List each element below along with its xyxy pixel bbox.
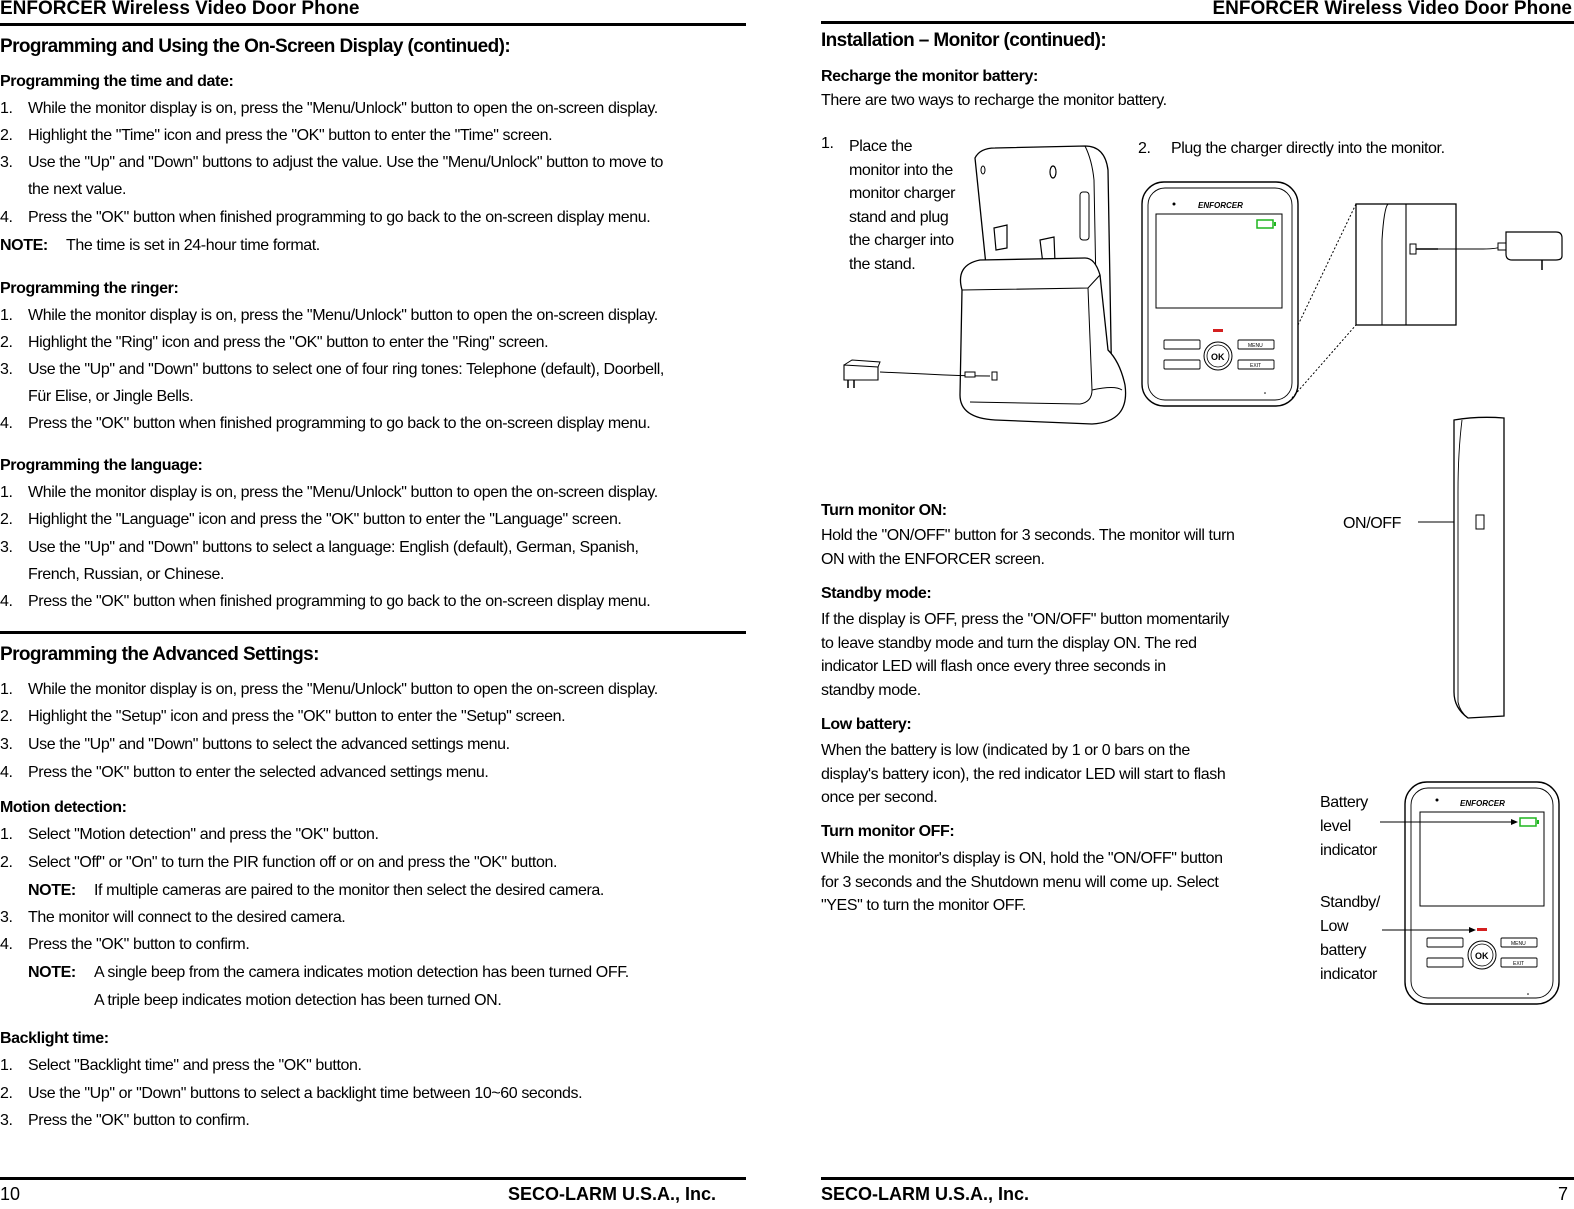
on-off-label: ON/OFF [1343,515,1402,532]
time-step-2: 2. Highlight the "Time" icon and press the "OK" button to enter the "Time" screen. [0,127,553,144]
advanced-step-2: 2. Highlight the "Setup" icon and press the "OK" button to enter the "Setup" screen. [0,708,566,725]
low-battery-heading: Low battery: [821,716,912,733]
language-step-3-cont: French, Russian, or Chinese. [28,566,225,583]
option-1-text: Place the monitor into the monitor charger stand and plug the charger into the stand. [849,138,956,273]
on-off-button [1476,515,1484,529]
language-step-3: 3. Use the "Up" and "Down" buttons to select a language: English (default), German, Spanish, [0,539,639,556]
standby-indicator-label: Standby/ Low battery indicator [1320,894,1380,983]
motion-step-4: 4. Press the "OK" button to confirm. [0,936,250,953]
time-heading: Programming the time and date: [0,73,234,90]
motion-step-1: 1. Select "Motion detection" and press the "OK" button. [0,826,379,843]
left-footer-company: SECO-LARM U.S.A., Inc. [508,1184,717,1204]
option-1-number: 1. [821,135,834,152]
backlight-step-1: 1. Select "Backlight time" and press the "OK" button. [0,1057,362,1074]
right-page-header: ENFORCER Wireless Video Door Phone [1212,0,1572,19]
ringer-step-3: 3. Use the "Up" and "Down" buttons to select one of four ring tones: Telephone (default), Doorbell, [0,361,664,378]
time-step-3: 3. Use the "Up" and "Down" buttons to adjust the value. Use the "Menu/Unlock" button to move to [0,154,663,171]
left-footer-rule [0,1177,746,1180]
right-footer-company: SECO-LARM U.S.A., Inc. [821,1184,1030,1204]
language-step-1: 1. While the monitor display is on, press the "Menu/Unlock" button to open the on-screen display. [0,484,658,501]
left-page-title: Programming and Using the On-Screen Display (continued): [0,36,511,57]
menu-label-2: MENU [1511,941,1526,947]
recharge-intro: There are two ways to recharge the monitor battery. [821,92,1167,109]
battery-level-label: Battery level indicator [1320,794,1377,859]
ringer-step-3-cont: Für Elise, or Jingle Bells. [28,388,194,405]
ringer-step-1: 1. While the monitor display is on, press the "Menu/Unlock" button to open the on-screen display. [0,307,658,324]
advanced-step-4: 4. Press the "OK" button to enter the selected advanced settings menu. [0,764,489,781]
charger-stand-illustration [830,140,1130,430]
left-page-header: ENFORCER Wireless Video Door Phone [0,0,360,19]
ringer-step-2: 2. Highlight the "Ring" icon and press the "OK" button to enter the "Ring" screen. [0,334,549,351]
recharge-heading: Recharge the monitor battery: [821,68,1038,85]
right-header-rule [821,21,1574,24]
led-indicator [1213,329,1223,332]
time-note: NOTE: The time is set in 24-hour time format. [0,237,320,254]
ringer-step-4: 4. Press the "OK" button when finished programming to go back to the on-screen display menu. [0,415,651,432]
standby-text: If the display is OFF, press the "ON/OFF" button momentarily to leave standby mode and turn the display ON. The red indicator LED will flash once every three seconds in standby mode. [821,611,1229,699]
exit-label-2: EXIT [1513,961,1525,967]
right-page-number: 7 [1557,1184,1568,1204]
advanced-step-1: 1. While the monitor display is on, press the "Menu/Unlock" button to open the on-screen display. [0,681,658,698]
option-2: 2. Plug the charger directly into the monitor. [1138,140,1445,157]
ok-label-1: OK [1211,352,1225,362]
left-page-number: 10 [0,1184,21,1204]
motion-note-2-cont: A triple beep indicates motion detection has been turned ON. [94,992,502,1009]
language-heading: Programming the language: [0,457,203,474]
backlight-step-2: 2. Use the "Up" or "Down" buttons to select a backlight time between 10~60 seconds. [0,1085,583,1102]
turn-on-heading: Turn monitor ON: [821,502,947,519]
time-step-3-cont: the next value. [28,181,127,198]
exit-label-1: EXIT [1250,363,1262,369]
menu-label-1: MENU [1248,343,1263,349]
low-battery-text: When the battery is low (indicated by 1 or 0 bars on the display's battery icon), the red indicator LED will start to flash once per second. [821,742,1226,806]
time-step-1: 1. While the monitor display is on, press the "Menu/Unlock" button to open the on-screen display. [0,100,658,117]
monitor-indicator-illustration [1370,780,1570,1008]
advanced-title: Programming the Advanced Settings: [0,644,319,665]
turn-off-heading: Turn monitor OFF: [821,823,955,840]
motion-note-1: NOTE: If multiple cameras are paired to the monitor then select the desired camera. [28,882,604,899]
right-page-title: Installation – Monitor (continued): [821,30,1107,51]
language-step-4: 4. Press the "OK" button when finished programming to go back to the on-screen display menu. [0,593,651,610]
standby-heading: Standby mode: [821,585,932,602]
brand-logo-1: ENFORCER [1198,201,1243,210]
monitor-front-illustration [1138,180,1568,410]
turn-off-text: While the monitor's display is ON, hold the "ON/OFF" button for 3 seconds and the Shutdown menu will come up. Select "YES" to turn the monitor OFF. [821,850,1223,914]
backlight-step-3: 3. Press the "OK" button to confirm. [0,1112,250,1129]
motion-step-3: 3. The monitor will connect to the desired camera. [0,909,346,926]
monitor-side-illustration [1418,412,1518,724]
brand-logo-2: ENFORCER [1460,799,1505,808]
advanced-step-3: 3. Use the "Up" and "Down" buttons to select the advanced settings menu. [0,736,510,753]
right-footer-rule [821,1177,1574,1180]
ok-label-2: OK [1475,951,1489,961]
section-rule [0,631,746,634]
motion-heading: Motion detection: [0,799,127,816]
left-header-rule [0,23,746,26]
standby-led [1477,928,1487,931]
backlight-heading: Backlight time: [0,1030,109,1047]
time-step-4: 4. Press the "OK" button when finished programming to go back to the on-screen display menu. [0,209,651,226]
ringer-heading: Programming the ringer: [0,280,179,297]
motion-note-2: NOTE: A single beep from the camera indicates motion detection has been turned OFF. [28,964,629,981]
language-step-2: 2. Highlight the "Language" icon and press the "OK" button to enter the "Language" screen. [0,511,622,528]
motion-step-2: 2. Select "Off" or "On" to turn the PIR function off or on and press the "OK" button. [0,854,557,871]
turn-on-text: Hold the "ON/OFF" button for 3 seconds. The monitor will turn ON with the ENFORCER screen. [821,527,1235,568]
